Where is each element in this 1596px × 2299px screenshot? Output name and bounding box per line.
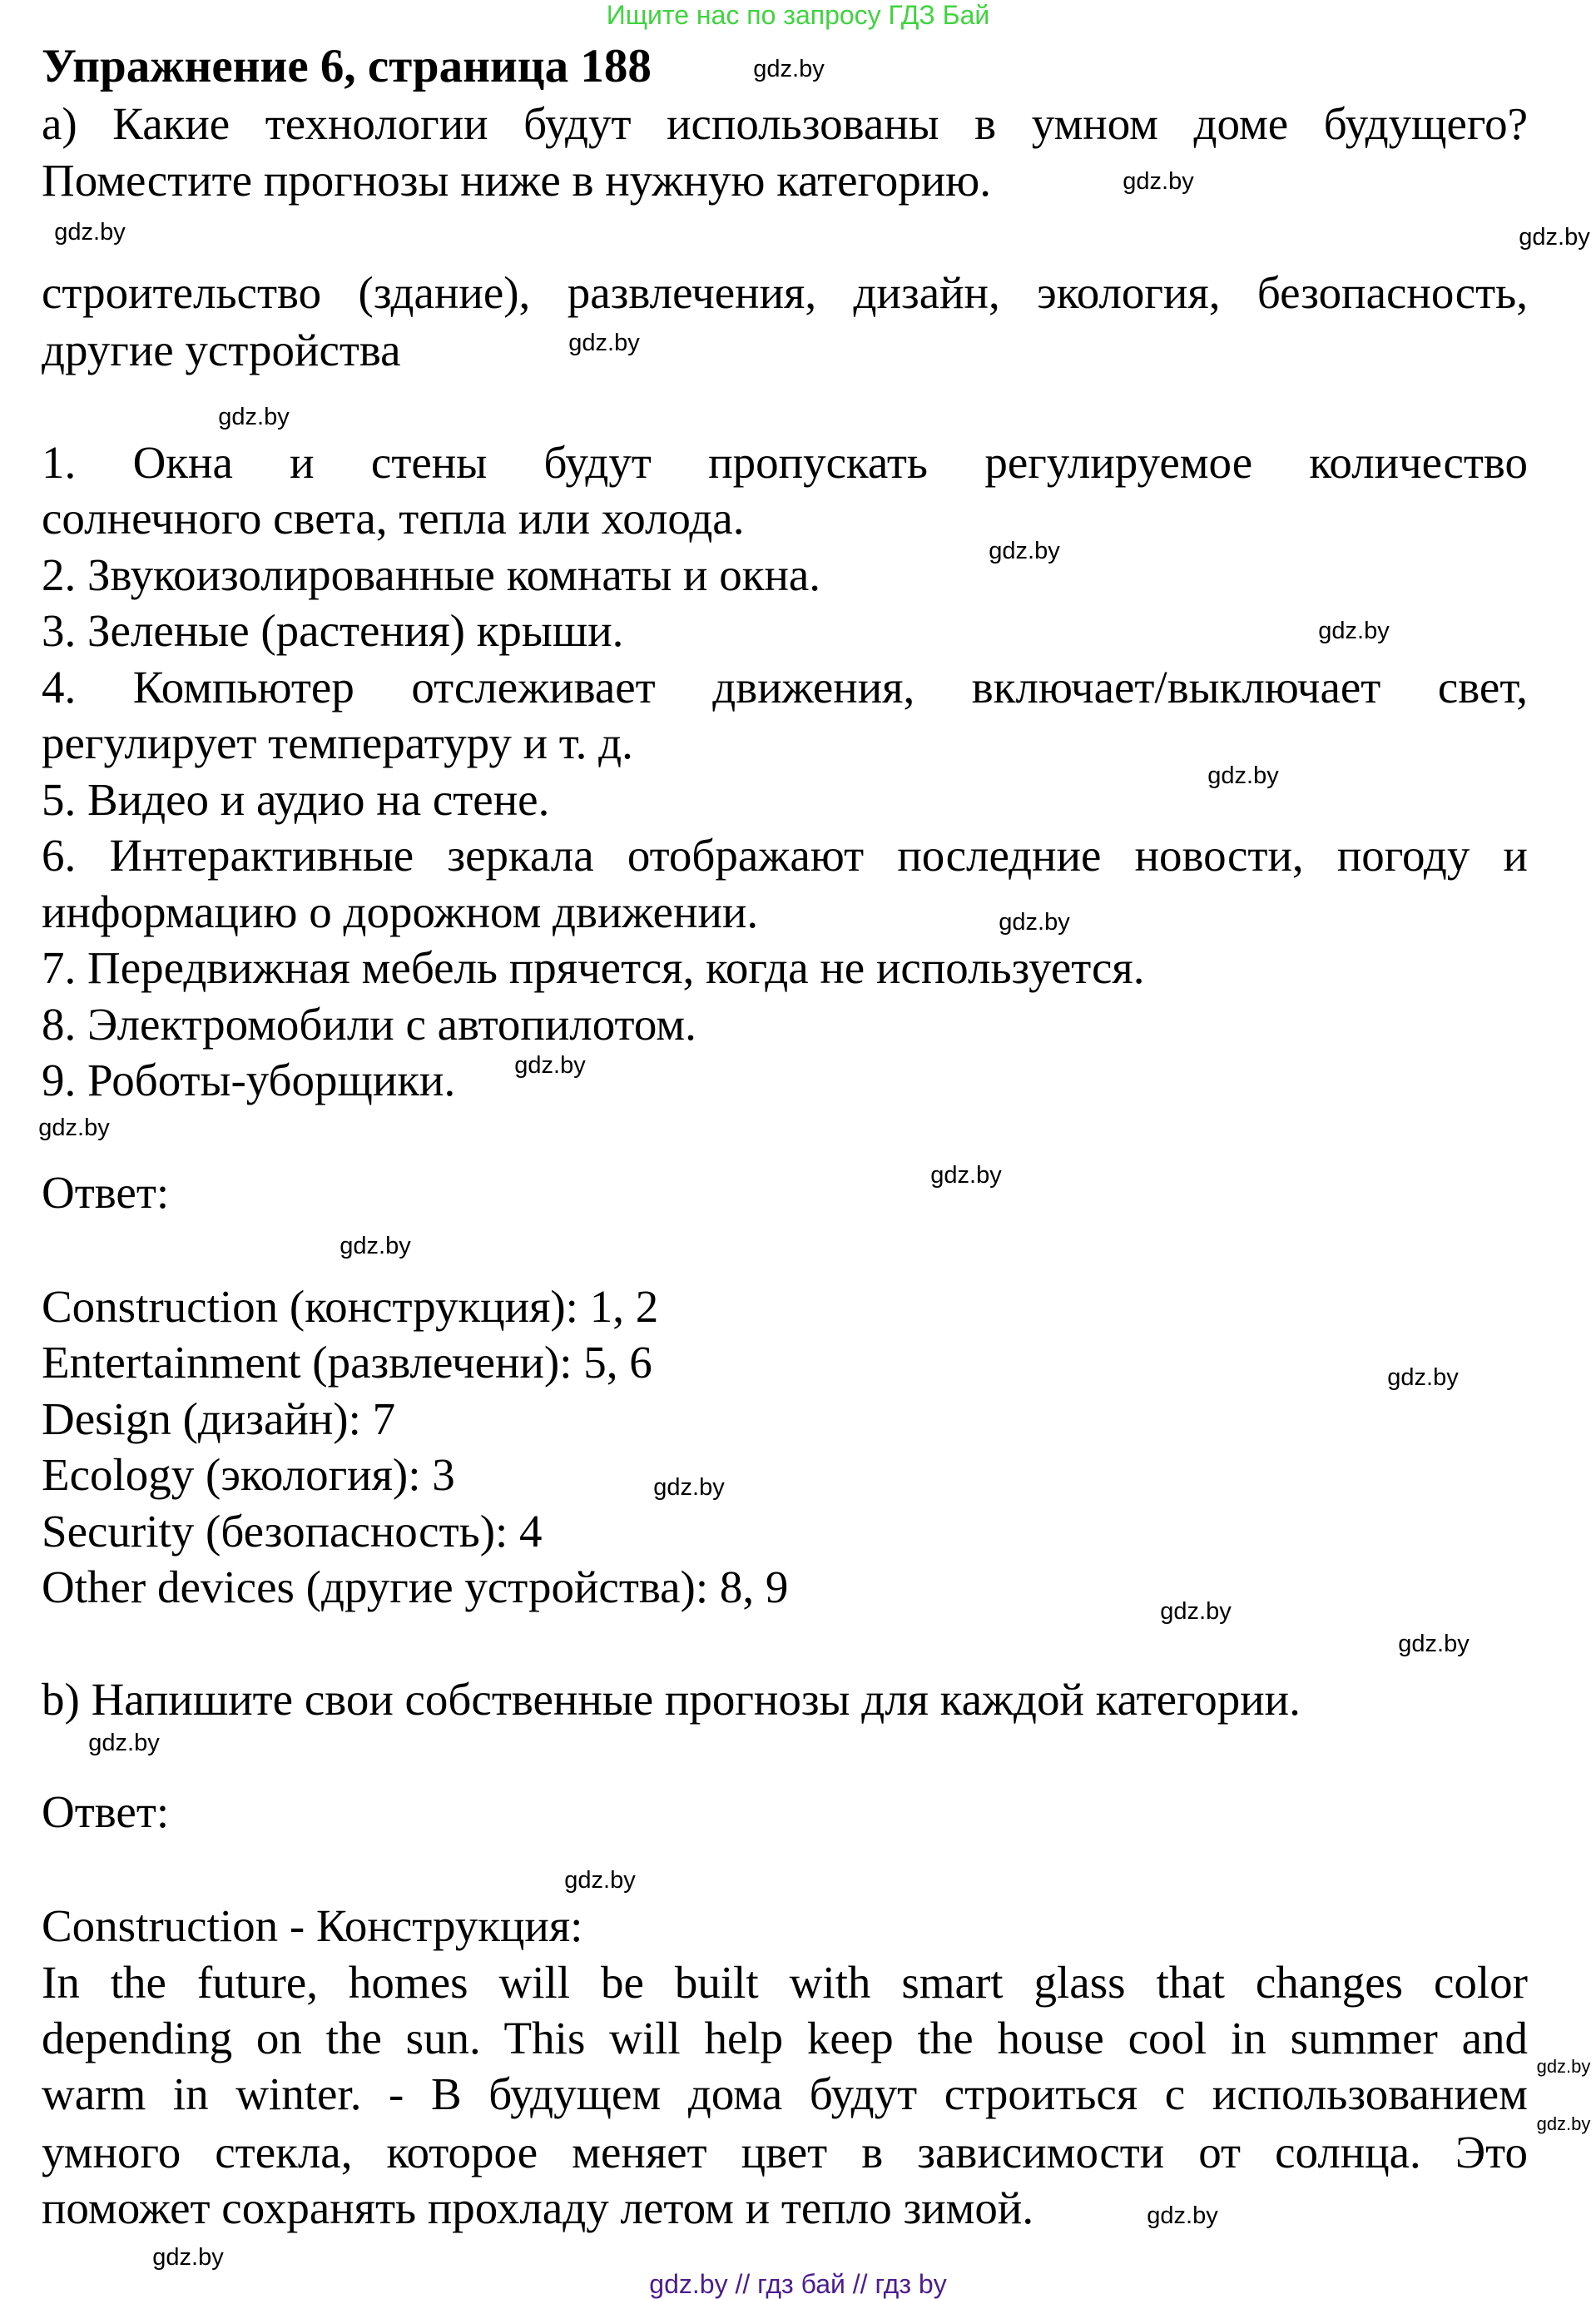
- text-line: Ответ:: [42, 1786, 170, 1837]
- watermark: gdz.by: [568, 330, 640, 356]
- text-line: Поместите прогнозы ниже в нужную категорию.: [42, 155, 991, 206]
- text-line: warm in winter. - В будущем дома будут строиться с использованием: [42, 2068, 1528, 2119]
- text-line: Design (дизайн): 7: [42, 1393, 396, 1444]
- watermark: gdz.by: [1147, 2202, 1218, 2229]
- text-line: 9. Роботы-уборщики.: [42, 1055, 456, 1105]
- text-line: Other devices (другие устройства): 8, 9: [42, 1562, 789, 1612]
- watermark: gdz.by: [54, 219, 126, 246]
- text-line: Security (безопасность): 4: [42, 1506, 543, 1557]
- watermark: gdz.by: [340, 1233, 411, 1259]
- text-line: depending on the sun. This will help keep the house cool in summer and: [42, 2013, 1528, 2063]
- watermark: gdz.by: [152, 2244, 224, 2271]
- text-line: Construction - Конструкция:: [42, 1900, 583, 1951]
- watermark: gdz.by: [1123, 168, 1194, 195]
- text-line: информацию о дорожном движении.: [42, 886, 759, 937]
- text-line: 4. Компьютер отслеживает движения, включает/выключает свет,: [42, 662, 1528, 713]
- text-line: 7. Передвижная мебель прячется, когда не используется.: [42, 942, 1145, 993]
- watermark: gdz.by: [1536, 2056, 1591, 2077]
- top-search-banner[interactable]: Ищите нас по запросу ГДЗ Бай: [606, 0, 990, 30]
- text-line: Entertainment (развлечени): 5, 6: [42, 1337, 652, 1388]
- text-line: Construction (конструкция): 1, 2: [42, 1281, 659, 1332]
- watermark: gdz.by: [88, 1730, 160, 1756]
- watermark: gdz.by: [1207, 762, 1279, 789]
- watermark: gdz.by: [1398, 1631, 1470, 1657]
- text-line: 1. Окна и стены будут пропускать регулируемое количество: [42, 437, 1528, 488]
- watermark: gdz.by: [514, 1052, 586, 1079]
- bottom-site-links[interactable]: gdz.by // гдз бай // гдз by: [649, 2269, 947, 2299]
- text-line: Ответ:: [42, 1167, 170, 1218]
- watermark: gdz.by: [930, 1162, 1002, 1189]
- text-line: Ecology (экология): 3: [42, 1449, 455, 1500]
- watermark: gdz.by: [564, 1867, 636, 1894]
- watermark: gdz.by: [653, 1474, 725, 1501]
- watermark: gdz.by: [1318, 618, 1390, 644]
- text-line: 8. Электромобили с автопилотом.: [42, 999, 696, 1050]
- watermark: gdz.by: [1160, 1598, 1232, 1625]
- text-line: солнечного света, тепла или холода.: [42, 493, 745, 544]
- text-line: поможет сохранять прохладу летом и тепло зимой.: [42, 2182, 1034, 2233]
- watermark: gdz.by: [989, 538, 1060, 564]
- watermark: gdz.by: [218, 404, 290, 430]
- text-line: b) Напишите свои собственные прогнозы для каждой категории.: [42, 1674, 1301, 1725]
- text-line: In the future, homes will be built with smart glass that changes color: [42, 1957, 1528, 2008]
- text-line: 3. Зеленые (растения) крыши.: [42, 605, 624, 656]
- text-line: 2. Звукоизолированные комнаты и окна.: [42, 549, 821, 600]
- text-line: 5. Видео и аудио на стене.: [42, 774, 550, 825]
- text-line: регулирует температуру и т. д.: [42, 718, 633, 768]
- text-line: строительство (здание), развлечения, дизайн, экология, безопасность,: [42, 267, 1528, 318]
- watermark: gdz.by: [999, 909, 1070, 936]
- watermark: gdz.by: [38, 1115, 110, 1141]
- watermark: gdz.by: [1536, 2113, 1591, 2134]
- watermark: gdz.by: [753, 56, 825, 82]
- text-line: другие устройства: [42, 325, 401, 375]
- text-line: 6. Интерактивные зеркала отображают последние новости, погоду и: [42, 830, 1528, 881]
- watermark: gdz.by: [1519, 224, 1590, 251]
- exercise-title: Упражнение 6, страница 188: [42, 40, 652, 92]
- watermark: gdz.by: [1387, 1364, 1459, 1391]
- text-line: умного стекла, которое меняет цвет в зависимости от солнца. Это: [42, 2127, 1528, 2177]
- text-line: а) Какие технологии будут использованы в умном доме будущего?: [42, 98, 1528, 149]
